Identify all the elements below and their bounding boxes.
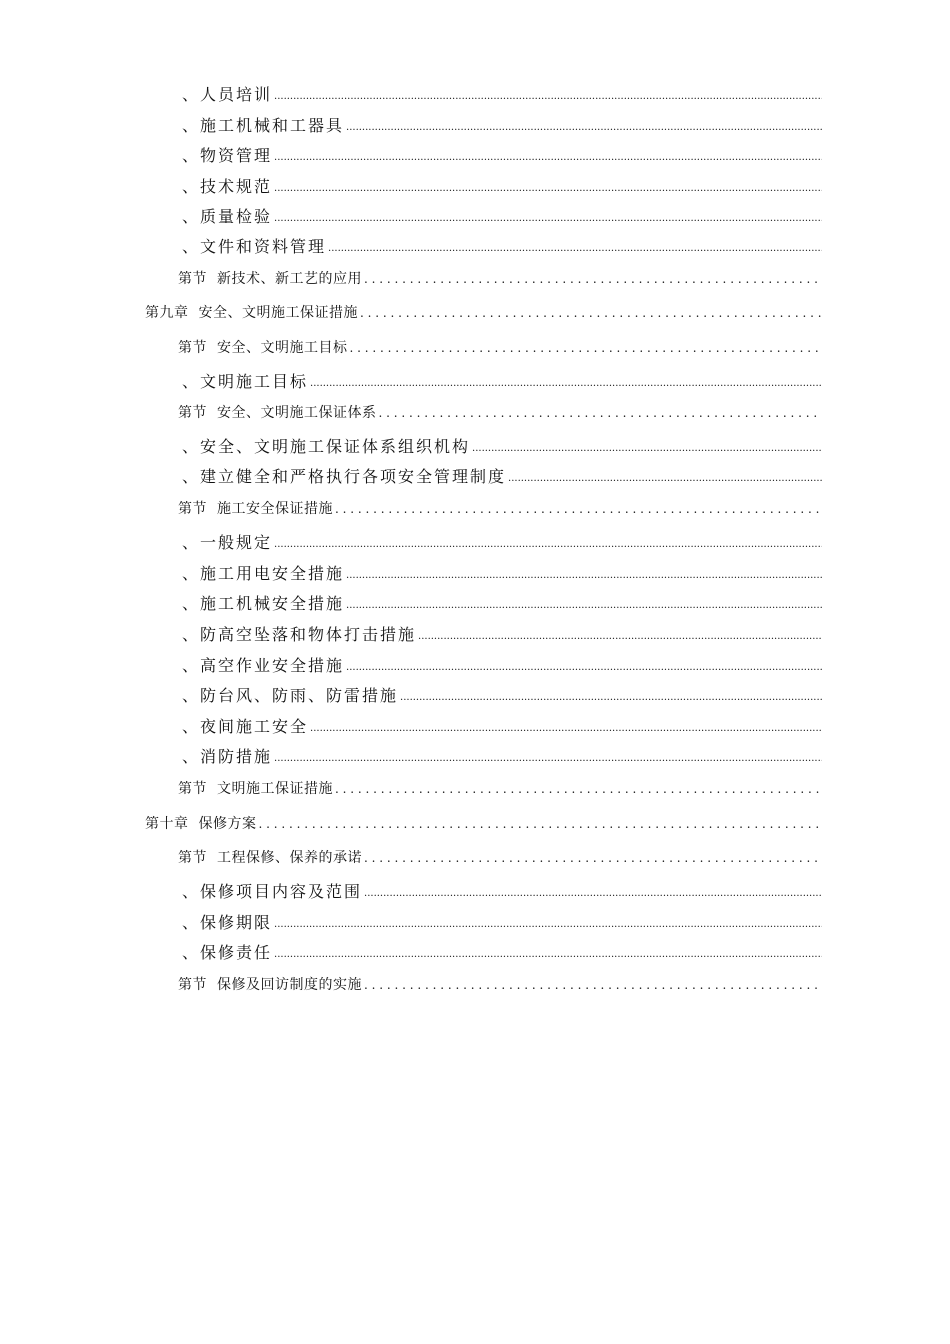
toc-section[interactable] xyxy=(178,973,822,995)
toc-entry-title: 施工机械安全措施 xyxy=(200,594,345,613)
dot-leader xyxy=(346,656,822,676)
dot-leader xyxy=(259,814,823,834)
dot-leader xyxy=(346,594,822,614)
toc-entry-title: 施工机械和工器具 xyxy=(200,116,345,135)
dot-leader xyxy=(335,779,822,799)
toc-entry-number: 、 xyxy=(182,467,201,486)
toc-entry-title: 一般规定 xyxy=(200,533,273,552)
toc-entry[interactable] xyxy=(182,745,822,767)
toc-entry-number: 、 xyxy=(182,882,201,901)
dot-leader xyxy=(274,207,822,227)
toc-entry[interactable] xyxy=(182,465,822,487)
toc-section-number: 第节 xyxy=(178,781,207,797)
toc-section-title: 保修及回访制度的实施 xyxy=(217,977,362,993)
dot-leader xyxy=(364,848,822,868)
toc-section[interactable] xyxy=(178,336,822,358)
toc-entry[interactable] xyxy=(182,562,822,584)
dot-leader xyxy=(400,686,822,706)
toc-entry[interactable] xyxy=(182,654,822,676)
toc-entry[interactable] xyxy=(182,911,822,933)
toc-section[interactable] xyxy=(178,846,822,868)
toc-entry-number: 、 xyxy=(182,237,201,256)
toc-entry-title: 高空作业安全措施 xyxy=(200,656,345,675)
toc-entry[interactable] xyxy=(182,531,822,553)
toc-entry-title: 安全、文明施工保证体系组织机构 xyxy=(200,437,471,456)
dot-leader xyxy=(364,882,822,902)
dot-leader xyxy=(364,975,822,995)
toc-entry-number: 、 xyxy=(182,656,201,675)
toc-entry-title: 保修期限 xyxy=(200,913,273,932)
toc-entry-number: 、 xyxy=(182,943,201,962)
toc-entry[interactable] xyxy=(182,205,822,227)
dot-leader xyxy=(364,269,822,289)
toc-entry-title: 人员培训 xyxy=(200,85,273,104)
dot-leader xyxy=(274,177,822,197)
toc-entry-number: 、 xyxy=(182,686,201,705)
dot-leader xyxy=(328,237,822,257)
toc-section-title: 文明施工保证措施 xyxy=(217,781,333,797)
toc-entry-title: 施工用电安全措施 xyxy=(200,564,345,583)
dot-leader xyxy=(346,116,822,136)
toc-entry-number: 、 xyxy=(182,747,201,766)
dot-leader xyxy=(350,338,823,358)
toc-entry-title: 文件和资料管理 xyxy=(200,237,327,256)
toc-entry[interactable] xyxy=(182,941,822,963)
toc-chapter-title: 保修方案 xyxy=(198,816,257,832)
toc-entry[interactable] xyxy=(182,83,822,105)
toc-entry-number: 、 xyxy=(182,594,201,613)
toc-entry-number: 、 xyxy=(182,913,201,932)
dot-leader xyxy=(274,146,822,166)
toc-chapter-number: 第十章 xyxy=(145,816,189,832)
dot-leader xyxy=(418,625,822,645)
toc-entry-title: 建立健全和严格执行各项安全管理制度 xyxy=(200,467,507,486)
toc-entry[interactable] xyxy=(182,114,822,136)
toc-section[interactable] xyxy=(178,777,822,799)
toc-section-number: 第节 xyxy=(178,405,207,421)
toc-entry[interactable] xyxy=(182,880,822,902)
dot-leader xyxy=(335,499,822,519)
toc-chapter-title: 安全、文明施工保证措施 xyxy=(198,305,358,321)
dot-leader xyxy=(379,403,823,423)
dot-leader xyxy=(310,372,822,392)
toc-section-number: 第节 xyxy=(178,850,207,866)
toc-entry-number: 、 xyxy=(182,177,201,196)
toc-entry-number: 、 xyxy=(182,717,201,736)
toc-entry-number: 、 xyxy=(182,146,201,165)
toc-section-title: 施工安全保证措施 xyxy=(217,501,333,517)
toc-entry-title: 质量检验 xyxy=(200,207,273,226)
toc-entry-number: 、 xyxy=(182,85,201,104)
toc-entry[interactable] xyxy=(182,144,822,166)
toc-entry-title: 消防措施 xyxy=(200,747,273,766)
toc-entry[interactable] xyxy=(182,435,822,457)
toc-section-title: 新技术、新工艺的应用 xyxy=(217,271,362,287)
toc-section[interactable] xyxy=(178,267,822,289)
toc-entry[interactable] xyxy=(182,175,822,197)
toc-section-number: 第节 xyxy=(178,271,207,287)
dot-leader xyxy=(274,747,822,767)
toc-entry-title: 保修项目内容及范围 xyxy=(200,882,363,901)
toc-entry-number: 、 xyxy=(182,533,201,552)
dot-leader xyxy=(360,303,822,323)
toc-entry-title: 防高空坠落和物体打击措施 xyxy=(200,625,417,644)
toc-entry-number: 、 xyxy=(182,372,201,391)
toc-chapter-number: 第九章 xyxy=(145,305,189,321)
toc-entry[interactable] xyxy=(182,370,822,392)
toc-entry-title: 技术规范 xyxy=(200,177,273,196)
toc-entry-title: 夜间施工安全 xyxy=(200,717,309,736)
dot-leader xyxy=(310,717,822,737)
toc-entry-number: 、 xyxy=(182,116,201,135)
toc-entry-title: 物资管理 xyxy=(200,146,273,165)
toc-section[interactable] xyxy=(178,401,822,423)
dot-leader xyxy=(274,85,822,105)
toc-section-title: 安全、文明施工目标 xyxy=(217,340,348,356)
dot-leader xyxy=(274,943,822,963)
toc-entry-number: 、 xyxy=(182,437,201,456)
toc-entry-number: 、 xyxy=(182,207,201,226)
toc-chapter[interactable] xyxy=(145,301,822,323)
toc-section-number: 第节 xyxy=(178,501,207,517)
toc-chapter[interactable] xyxy=(145,812,822,834)
toc-entry-title: 保修责任 xyxy=(200,943,273,962)
toc-section-title: 工程保修、保养的承诺 xyxy=(217,850,362,866)
toc-entry[interactable] xyxy=(182,235,822,257)
toc-entry[interactable] xyxy=(182,684,822,706)
toc-entry-title: 防台风、防雨、防雷措施 xyxy=(200,686,399,705)
toc-section-number: 第节 xyxy=(178,977,207,993)
dot-leader xyxy=(508,467,822,487)
toc-entry-number: 、 xyxy=(182,625,201,644)
toc-entry[interactable] xyxy=(182,592,822,614)
toc-entry-number: 、 xyxy=(182,564,201,583)
toc-section-title: 安全、文明施工保证体系 xyxy=(217,405,377,421)
toc-section-number: 第节 xyxy=(178,340,207,356)
toc-section[interactable] xyxy=(178,497,822,519)
toc-entry[interactable] xyxy=(182,623,822,645)
dot-leader xyxy=(274,533,822,553)
dot-leader xyxy=(274,913,822,933)
toc-entry-title: 文明施工目标 xyxy=(200,372,309,391)
dot-leader xyxy=(346,564,822,584)
dot-leader xyxy=(472,437,822,457)
toc-entry[interactable] xyxy=(182,715,822,737)
